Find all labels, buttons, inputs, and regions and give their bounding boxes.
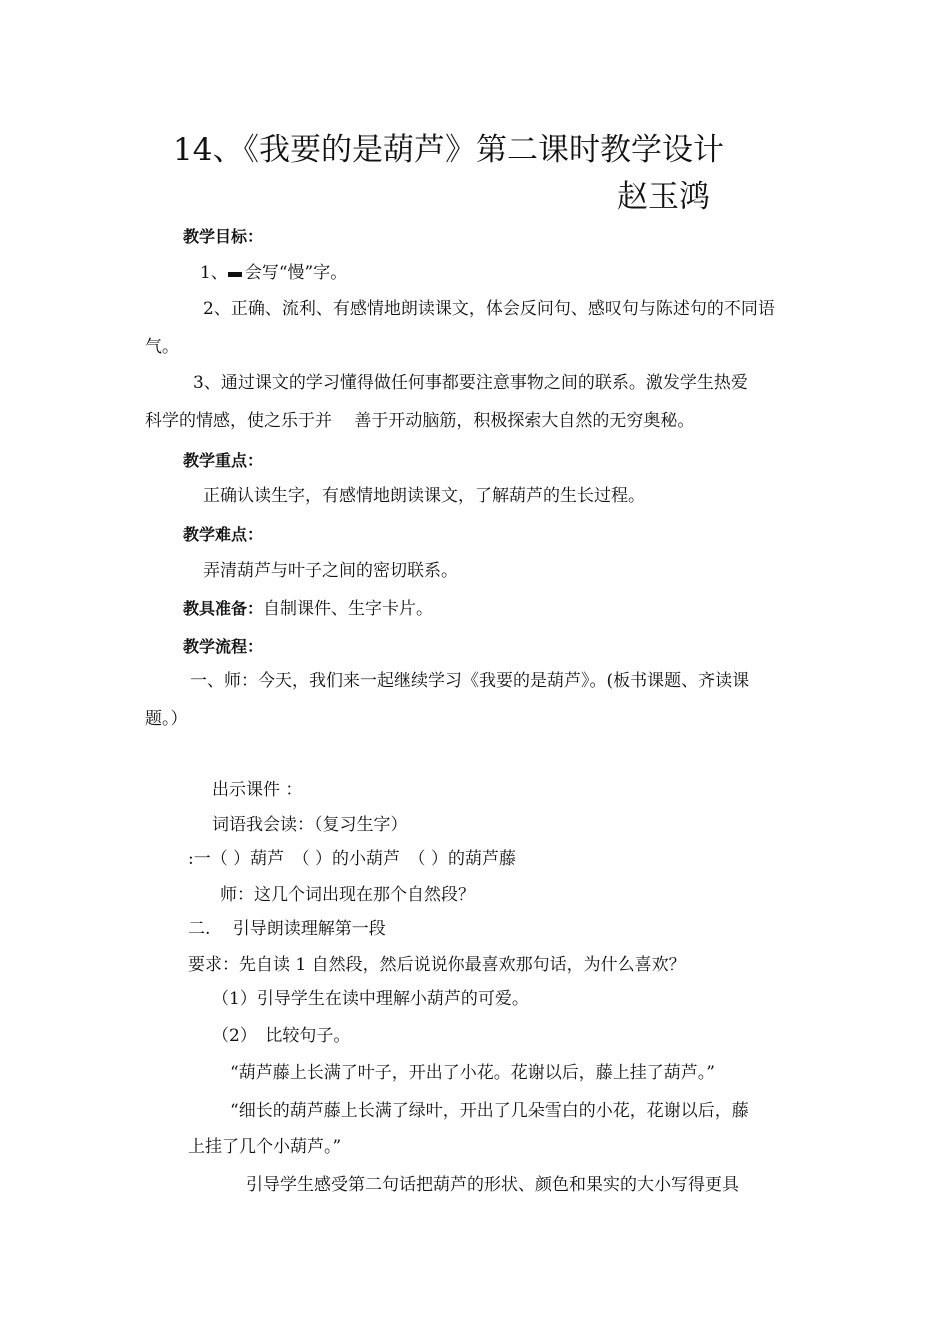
step-1: （1）引导学生在读中理解小葫芦的可爱。 [212, 989, 529, 1009]
difficulty-text: 弄清葫芦与叶子之间的密切联系。 [203, 561, 458, 581]
doc-author: 赵玉鸿 [617, 179, 710, 215]
guide-line: 引导学生感受第二句话把葫芦的形状、颜色和果实的大小写得更具 [246, 1175, 739, 1195]
key-points-text: 正确认读生字，有感情地朗读课文，了解葫芦的生长过程。 [203, 486, 645, 506]
sentence-1: “葫芦藤上长满了叶子，开出了小花。花谢以后，藤上挂了葫芦。” [230, 1063, 715, 1083]
difficulty-heading: 教学难点： [183, 525, 264, 544]
prep-text: 自制课件、生字卡片。 [263, 599, 434, 619]
objective-1-number: 1、 [200, 263, 228, 283]
teacher-question: 师：这几个词出现在那个自然段？ [220, 885, 475, 905]
objective-2-line-1: 2、正确、流利、有感情地朗读课文，体会反问句、感叹句与陈述句的不同语 [203, 299, 775, 319]
show-courseware: 出示课件 ： [212, 780, 303, 800]
objective-3-line-1: 3、通过课文的学习懂得做任何事都要注意事物之间的联系。激发学生热爱 [193, 373, 748, 393]
words-review: 词语我会读：（复习生字） [212, 815, 408, 835]
step-2: （2） 比较句子。 [212, 1026, 351, 1046]
section-2-heading: 二. 引导朗读理解第一段 [188, 919, 386, 939]
prep-line [183, 598, 433, 620]
flow-1-line-1: 一、师：今天，我们来一起继续学习《我要的是葫芦》。(板书课题、齐读课 [190, 671, 750, 691]
sentence-2-line-2: 上挂了几个小葫芦。” [188, 1137, 342, 1157]
flow-1-line-2: 题。） [145, 709, 188, 729]
sentence-2-line-1: “细长的葫芦藤上长满了绿叶，开出了几朵雪白的小花，花谢以后，藤 [230, 1101, 749, 1121]
key-points-heading: 教学重点： [183, 451, 264, 470]
requirement: 要求：先自读 1 自然段，然后说说你最喜欢那句话，为什么喜欢？ [188, 955, 686, 975]
objective-1 [200, 262, 347, 284]
objective-3-line-2: 科学的情感，使之乐于并 善于开动脑筋，积极探索大自然的无穷奥秘。 [145, 411, 695, 431]
prep-heading: 教具准备： [183, 599, 264, 618]
flow-heading: 教学流程： [183, 637, 264, 656]
doc-title: 14、《我要的是葫芦》第二课时教学设计 [173, 132, 724, 168]
objectives-heading: 教学目标： [183, 227, 264, 246]
objective-2-line-2: 气。 [145, 337, 179, 357]
word-blanks: :一（ ）葫芦 （ ）的小葫芦 （ ）的葫芦藤 [188, 849, 516, 869]
placeholder-mark [228, 272, 242, 277]
objective-1-text: 会写“慢”字。 [244, 263, 348, 283]
